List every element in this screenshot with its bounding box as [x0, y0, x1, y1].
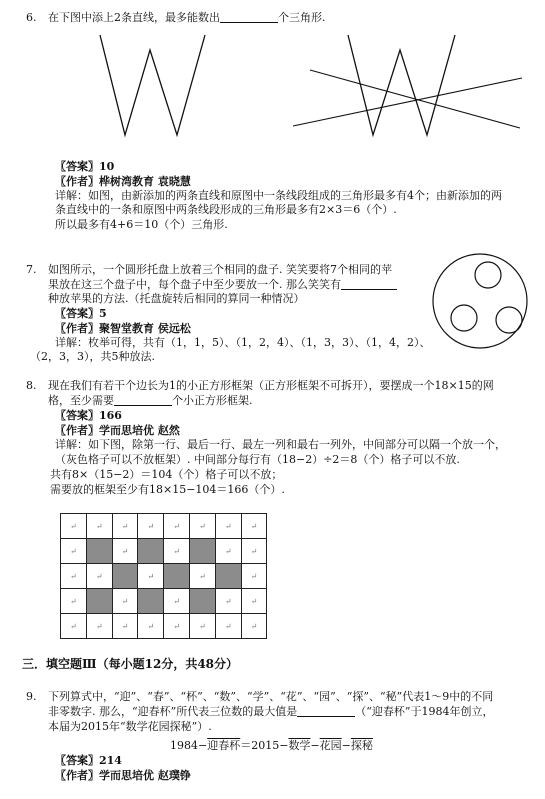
grid-cell: ↵	[215, 539, 241, 564]
grid-cell-gray	[215, 564, 241, 589]
grid-cell-gray	[112, 564, 138, 589]
grid-cell: ↵	[86, 614, 112, 639]
grid-cell: ↵	[138, 514, 164, 539]
q8-answer: 〖答案〗166	[55, 409, 122, 422]
q6-detail-1: 详解：如图，由新添加的两条直线和原图中一条线段组成的三角形最多有4个；由新添加的两	[55, 189, 502, 202]
grid-cell: ↵	[112, 539, 138, 564]
grid-cell-gray	[164, 564, 190, 589]
grid-cell: ↵	[164, 614, 190, 639]
q8-answer-blank	[114, 394, 172, 406]
grid-cell: ↵	[112, 589, 138, 614]
q9-line-2-pre: 非零数字. 那么，“迎春杯”所代表三位数的最大值是	[48, 705, 298, 718]
q6-number: 6.	[26, 11, 37, 24]
q7-line-1: 如图所示，一个圆形托盘上放着三个相同的盘子. 笑笑要将7个相同的苹	[48, 263, 392, 276]
grid-cell-gray	[138, 589, 164, 614]
grid-cell-gray	[189, 589, 215, 614]
grid-cell-gray	[189, 539, 215, 564]
eq-overline-term: 迎春杯	[207, 739, 241, 752]
grid-cell-gray	[86, 589, 112, 614]
q8-detail-3: 共有8×（15−2）＝104（个）格子可以不放；	[50, 468, 283, 481]
q9-answer-blank	[297, 705, 355, 717]
grid-cell: ↵	[138, 564, 164, 589]
eq-part: ＝2015−	[240, 739, 289, 752]
q7-detail-1: 详解：枚举可得，共有（1，1，5）、（1，2，4）、（1，3，3）、（1，4，2）、	[55, 336, 431, 349]
q7-line-2-pre: 果放在这三个盘子中，每个盘子中至少要放一个. 那么笑笑有	[48, 278, 341, 291]
grid-cell: ↵	[61, 514, 87, 539]
grid-cell: ↵	[86, 514, 112, 539]
grid-cell: ↵	[189, 514, 215, 539]
grid-cell: ↵	[61, 614, 87, 639]
q6-question-pre: 在下图中添上2条直线，最多能数出	[48, 11, 220, 24]
q7-line-3: 种放苹果的方法.（托盘旋转后相同的算同一种情况）	[48, 292, 305, 305]
q8-detail-4: 需要放的框架至少有18×15−104＝166（个）.	[50, 483, 285, 496]
q6-question-post: 个三角形.	[278, 11, 326, 24]
grid-row	[61, 614, 267, 639]
q8-line-1: 现在我们有若干个边长为1的小正方形框架（正方形框架不可拆开），要摆成一个18×15的网	[48, 379, 494, 392]
grid-cell: ↵	[189, 614, 215, 639]
q9-number: 9.	[26, 690, 37, 703]
q8-line-2	[48, 394, 253, 407]
grid-row	[61, 514, 267, 539]
q7-tray	[433, 254, 527, 348]
q7-number: 7.	[26, 263, 37, 276]
q8-number: 8.	[26, 379, 37, 392]
q8-line-2-pre: 格，至少需要	[48, 394, 114, 407]
eq-part: −	[310, 739, 320, 752]
q9-author: 〖作者〗学而思培优 赵璞铮	[55, 769, 191, 782]
grid-cell: ↵	[138, 614, 164, 639]
grid-row	[61, 539, 267, 564]
q8-line-2-post: 个小正方形框架.	[172, 394, 253, 407]
grid-cell: ↵	[189, 564, 215, 589]
q7-plate-left	[451, 305, 477, 331]
grid-cell: ↵	[241, 514, 267, 539]
q7-plate-right	[496, 307, 522, 333]
grid-cell: ↵	[86, 564, 112, 589]
q6-author: 〖作者〗桦树湾教育 袁晓慧	[55, 175, 191, 188]
grid-cell: ↵	[241, 564, 267, 589]
q6-detail-3: 所以最多有4+6＝10（个）三角形.	[55, 218, 228, 231]
q7-detail-2: （2，3，3），共5种放法.	[30, 350, 155, 363]
eq-part: 1984−	[170, 739, 208, 752]
q7-author: 〖作者〗聚智堂教育 侯远松	[55, 322, 191, 335]
eq-overline-term: 探秘	[350, 739, 373, 752]
grid-cell: ↵	[61, 539, 87, 564]
q7-answer: 〖答案〗5	[55, 307, 107, 320]
q9-equation	[170, 737, 373, 753]
grid-cell: ↵	[241, 539, 267, 564]
grid-row	[61, 589, 267, 614]
grid-cell: ↵	[215, 514, 241, 539]
q6-answer: 〖答案〗10	[55, 160, 115, 173]
q9-line-2-post: （“迎春杯”于1984年创立，	[355, 705, 494, 718]
grid-cell: ↵	[61, 564, 87, 589]
grid-cell: ↵	[164, 539, 190, 564]
q9-answer: 〖答案〗214	[55, 754, 122, 767]
grid-cell: ↵	[241, 589, 267, 614]
q8-detail-2: （灰色格子可以不放框架）. 中间部分每行有（18−2）÷2＝8（个）格子可以不放.	[55, 453, 460, 466]
section-3-title: 三．填空题Ⅲ（每小题12分，共48分）	[22, 657, 239, 671]
eq-part: −	[341, 739, 351, 752]
q6-detail-2: 条直线中的一条和原图中两条线段形成的三角形最多有2×3＝6（个）.	[55, 203, 397, 216]
q9-line-1: 下列算式中，“迎”、“春”、“杯”、“数”、“学”、“花”、“园”、“探”、“秘”代表1～9中的不同	[48, 690, 494, 703]
grid-cell: ↵	[112, 514, 138, 539]
q8-author: 〖作者〗学而思培优 赵然	[55, 424, 180, 437]
q8-grid	[60, 513, 267, 639]
eq-overline-term: 花园	[319, 739, 342, 752]
q9-line-3: 本届为2015年“数学花园探秘”）.	[48, 720, 212, 733]
grid-cell: ↵	[164, 589, 190, 614]
grid-cell: ↵	[215, 614, 241, 639]
grid-cell: ↵	[164, 514, 190, 539]
grid-cell: ↵	[241, 614, 267, 639]
q9-line-2	[48, 705, 494, 718]
eq-overline-term: 数学	[288, 739, 311, 752]
grid-row	[61, 564, 267, 589]
grid-cell-gray	[86, 539, 112, 564]
grid-cell-gray	[138, 539, 164, 564]
q8-detail-1: 详解：如下图，除第一行、最后一行、最左一列和最右一列外，中间部分可以隔一个放一个，	[55, 438, 506, 451]
q7-plate-top	[475, 262, 501, 288]
grid-cell: ↵	[61, 589, 87, 614]
grid-cell: ↵	[112, 614, 138, 639]
grid-cell: ↵	[215, 589, 241, 614]
